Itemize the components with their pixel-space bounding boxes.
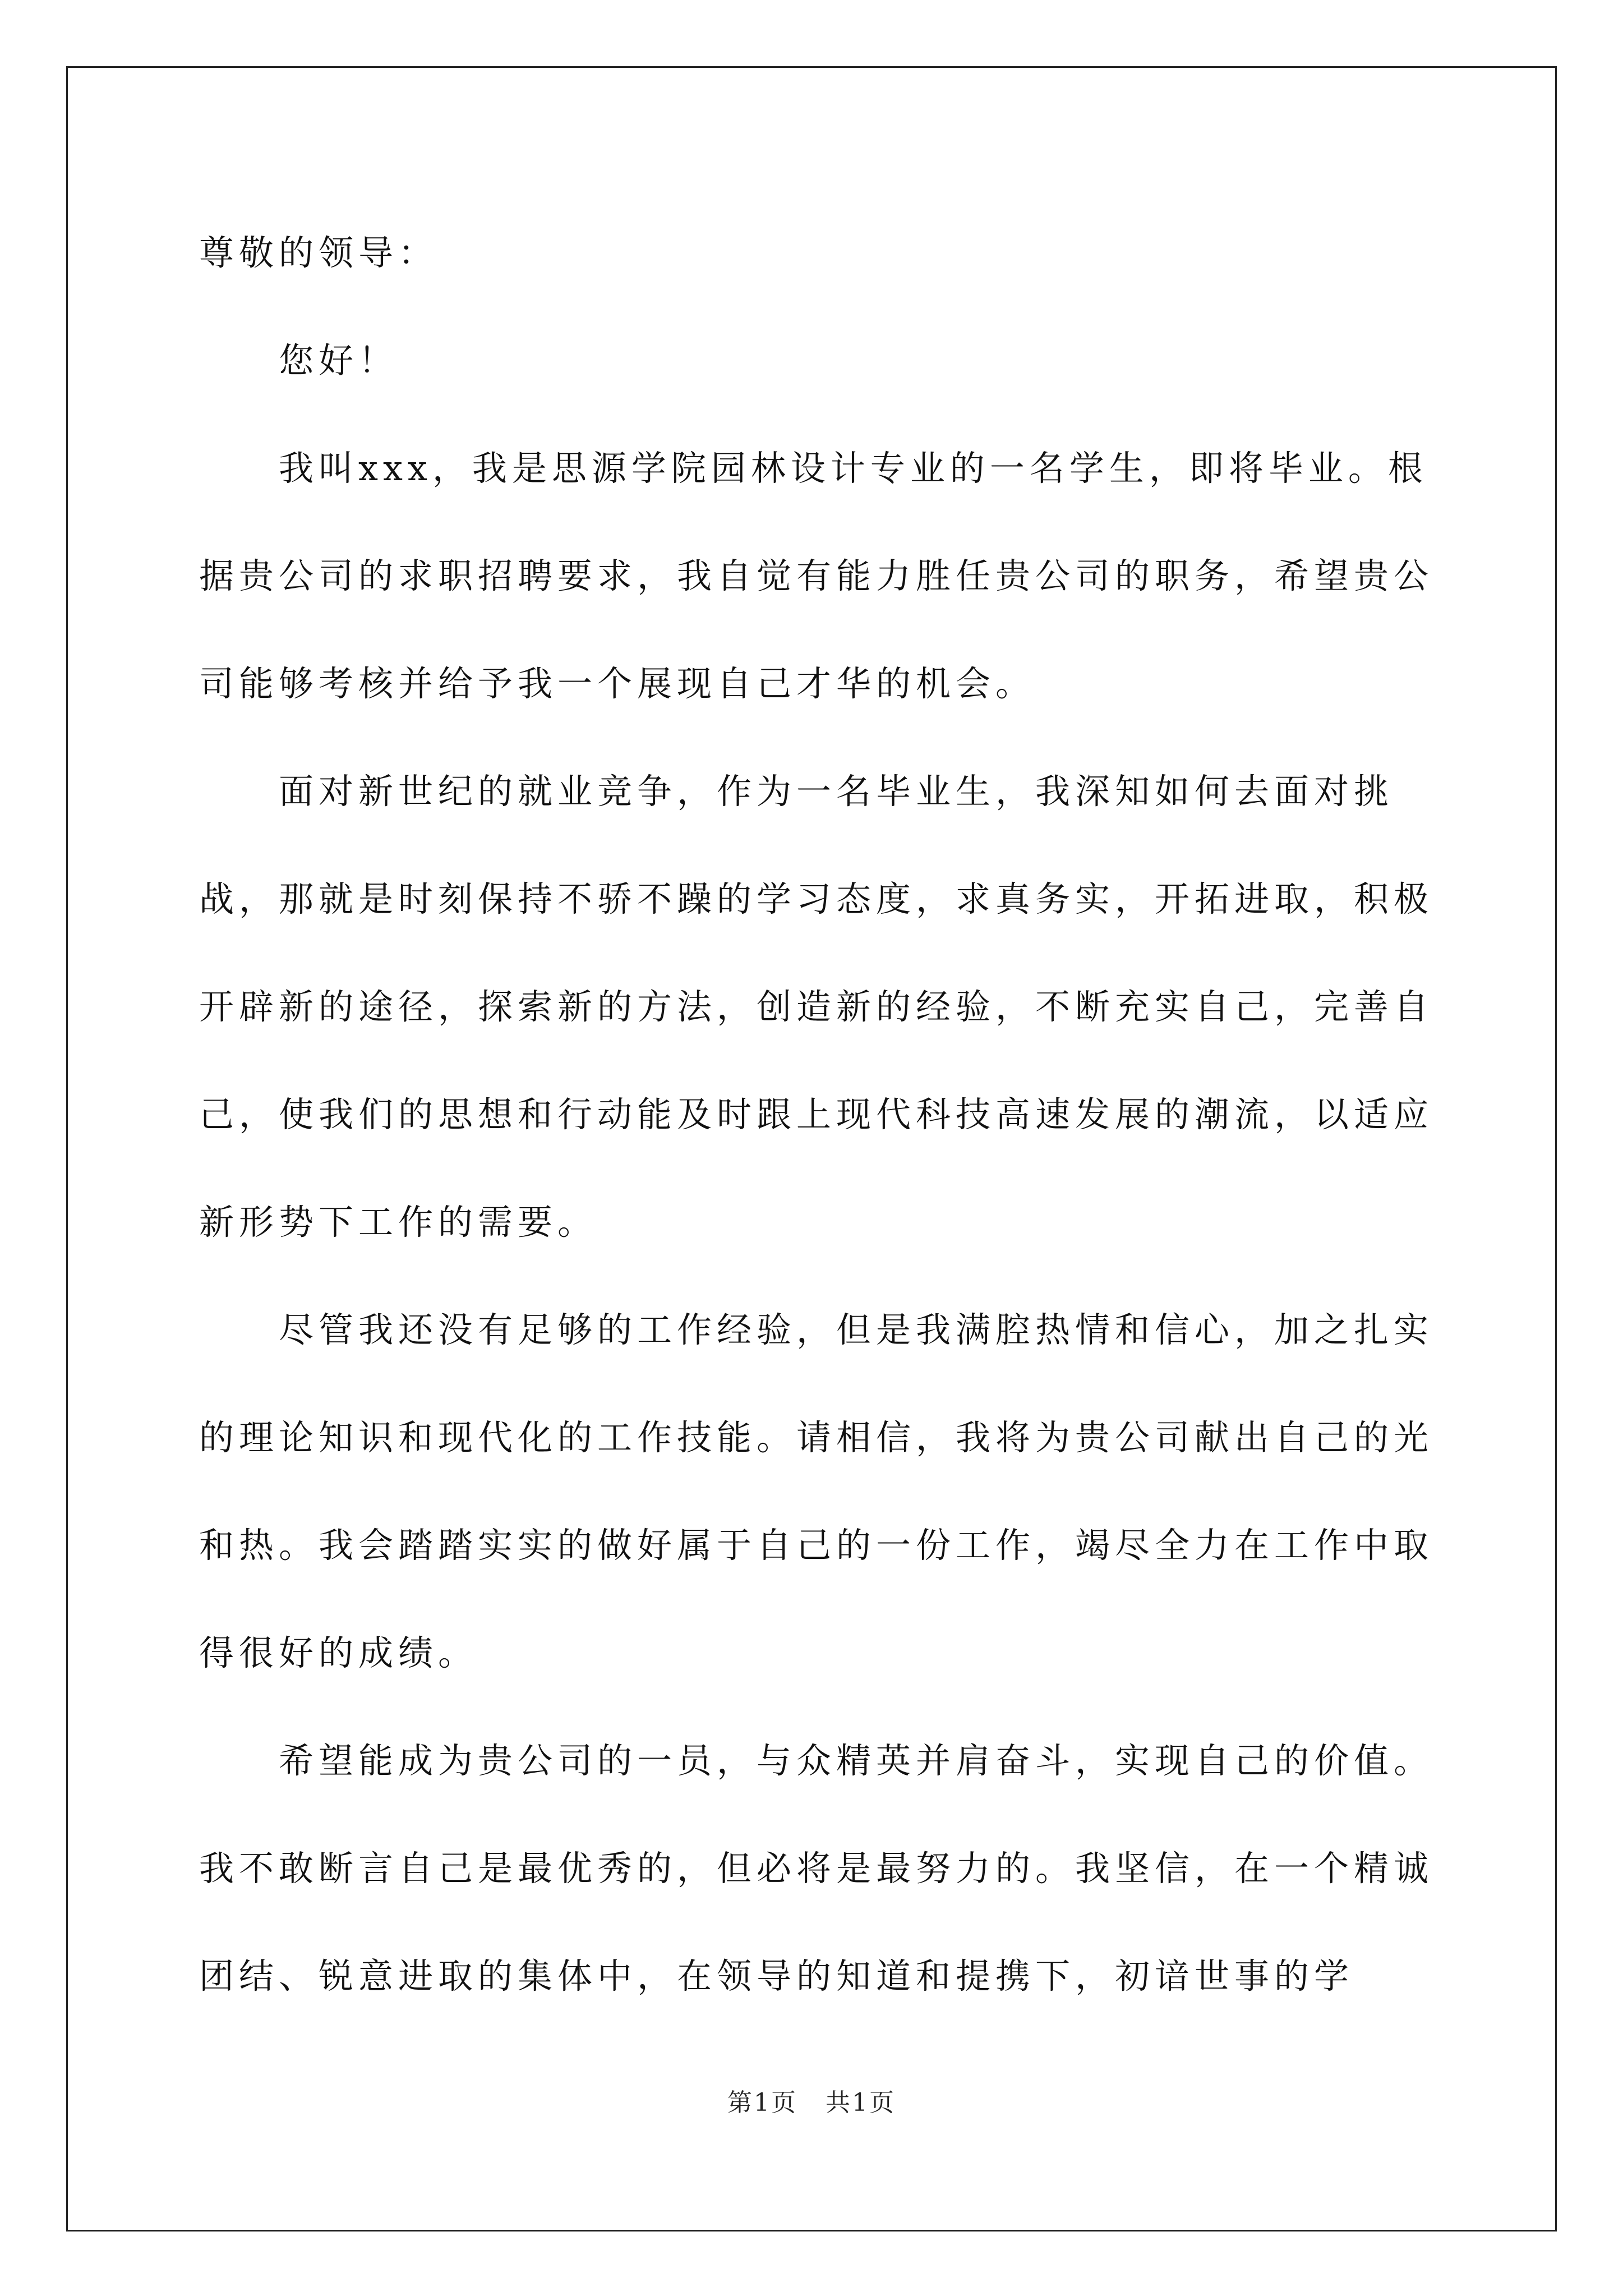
page-footer bbox=[0, 2082, 1623, 2118]
paragraph-3: 尽管我还没有足够的工作经验，但是我满腔热情和信心，加之扎实的理论知识和现代化的工作技能。请相信，我将为贵公司献出自己的光和热。我会踏踏实实的做好属于自己的一份工作，竭尽全力在工作中取得很好的成绩。 bbox=[199, 1309, 1434, 1673]
greeting: 您好！ bbox=[279, 340, 399, 381]
paragraph-1: 我叫xxx，我是思源学院园林设计专业的一名学生，即将毕业。根据贵公司的求职招聘要求，我自觉有能力胜任贵公司的职务，希望贵公司能够考核并给予我一个展现自己才华的机会。 bbox=[199, 448, 1434, 704]
paragraph-4: 希望能成为贵公司的一员，与众精英并肩奋斗，实现自己的价值。我不敢断言自己是最优秀的，但必将是最努力的。我坚信，在一个精诚团结、锐意进取的集体中，在领导的知道和提携下，初谙世事的学 bbox=[199, 1740, 1434, 1996]
page-total: 共1页 bbox=[826, 2088, 896, 2117]
page-number: 第1页 bbox=[727, 2088, 797, 2117]
letter-body bbox=[199, 199, 1436, 2030]
salutation: 尊敬的领导： bbox=[199, 232, 439, 273]
paragraph-2: 面对新世纪的就业竞争，作为一名毕业生，我深知如何去面对挑战，那就是时刻保持不骄不躁的学习态度，求真务实，开拓进取，积极开辟新的途径，探索新的方法，创造新的经验，不断充实自己，完善自己，使我们的思想和行动能及时跟上现代科技高速发展的潮流，以适应新形势下工作的需要。 bbox=[199, 771, 1434, 1243]
